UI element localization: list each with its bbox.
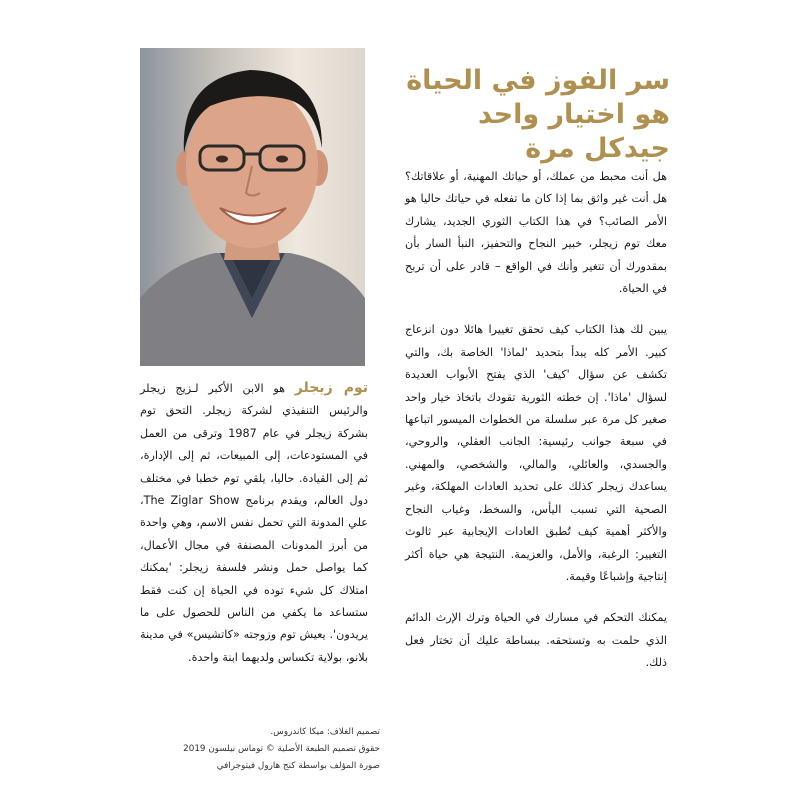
copyright-credit: حقوق تصميم الطبعة الأصلية © توماس نيلسون 2019 bbox=[183, 744, 380, 754]
book-title bbox=[400, 64, 670, 166]
cover-design-credit: تصميم الغلاف: ميكا كاندروس. bbox=[270, 727, 380, 737]
description-paragraph-2: يبين لك هذا الكتاب كيف تحقق تغييرا هائلا دون انزعاج كبير. الأمر كله يبدأ بتحديد 'لماذا' الخاصة بك، والتي تكشف عن سؤال 'كيف' الذي يفتح الأبواب العديدة لسؤال 'ماذا'. إن خطته الثورية تقودك باتخاذ خيار واحد صغير كل مرة عبر سلسلة من الخطوات الميسور اتباعها في سبعة جوانب رئيسية: الجانب العقلي، والروحي، والجسدي، والعائلي، والمالي، والشخصي، والمهني. يساعدك زيجلر كذلك على تحديد العادات المهلكة، وغير الصحية التي تسبب اليأس، والسخط، وغياب النجاح والأكثر أهمية كيف تُطبق العادات الإيجابية عبر ثالوث التغيير: الرغبة، والأمل، والعزيمة. النتيجة هي حياة أكثر إنتاجية وإشباعًا وقيمة. bbox=[405, 323, 667, 583]
author-bio bbox=[140, 377, 368, 669]
description-paragraph-1: هل أنت محبط من عملك، أو حياتك المهنية، أو علاقاتك؟ هل أنت غير واثق بما إذا كان ما تفعله في حياتك حاليا هو الأمر الصائب؟ في هذا الكتاب الثوري الجديد، يشارك معك توم زيجلر، خبير النجاح والتحفيز، النبأ السار بأن بمقدورك أن تتغير وأنك في الواقع – قادر على أن تربح في الحياة. bbox=[405, 170, 667, 296]
credits-block bbox=[140, 724, 380, 775]
author-photo bbox=[140, 48, 365, 366]
title-line-1: سر الفوز في الحياة bbox=[406, 65, 670, 96]
title-line-2: هو اختيار واحد bbox=[478, 99, 670, 130]
author-portrait-illustration bbox=[140, 48, 365, 366]
title-line-3: جيدكل مرة bbox=[525, 133, 670, 164]
author-name: توم زيجلر bbox=[294, 380, 369, 396]
photo-credit: صورة المؤلف بواسطة كنج هارول فيتوجرافي bbox=[216, 761, 380, 771]
description-paragraph-3: يمكنك التحكم في مسارك في الحياة وترك الإرث الدائم الذي حلمت به وتستحقه. ببساطة عليك أن تختار فعل ذلك. bbox=[405, 611, 667, 670]
book-description bbox=[405, 166, 667, 694]
author-bio-text: هو الابن الأكبر لـزيج زيجلر والرئيس التنفيذي لشركة زيجلر. التحق توم بشركة زيجلر في عام 1987 وترقى من العمل في المستودعات، إلى المبيعات، ثم إلى الإدارة، ثم إلى القيادة. حاليا، يلقي توم خطبا في مختلف دول العالم، ويقدم برنامج The Ziglar Show، علي المدونة التي تحمل نفس الاسم، وهي واحدة من أبرز المدونات المصنفة في مجال الأعمال، كما يواصل حمل ونشر فلسفة زيجلر: 'يمكنك امتلاك كل شيء توده في الحياة إن كنت فقط ستساعد ما يكفي من الناس للحصول على ما يريدون'. يعيش توم وزوجته «كاتشيس» في مدينة بلانو، بولاية تكساس ولديهما ابنة واحدة. bbox=[140, 382, 369, 664]
